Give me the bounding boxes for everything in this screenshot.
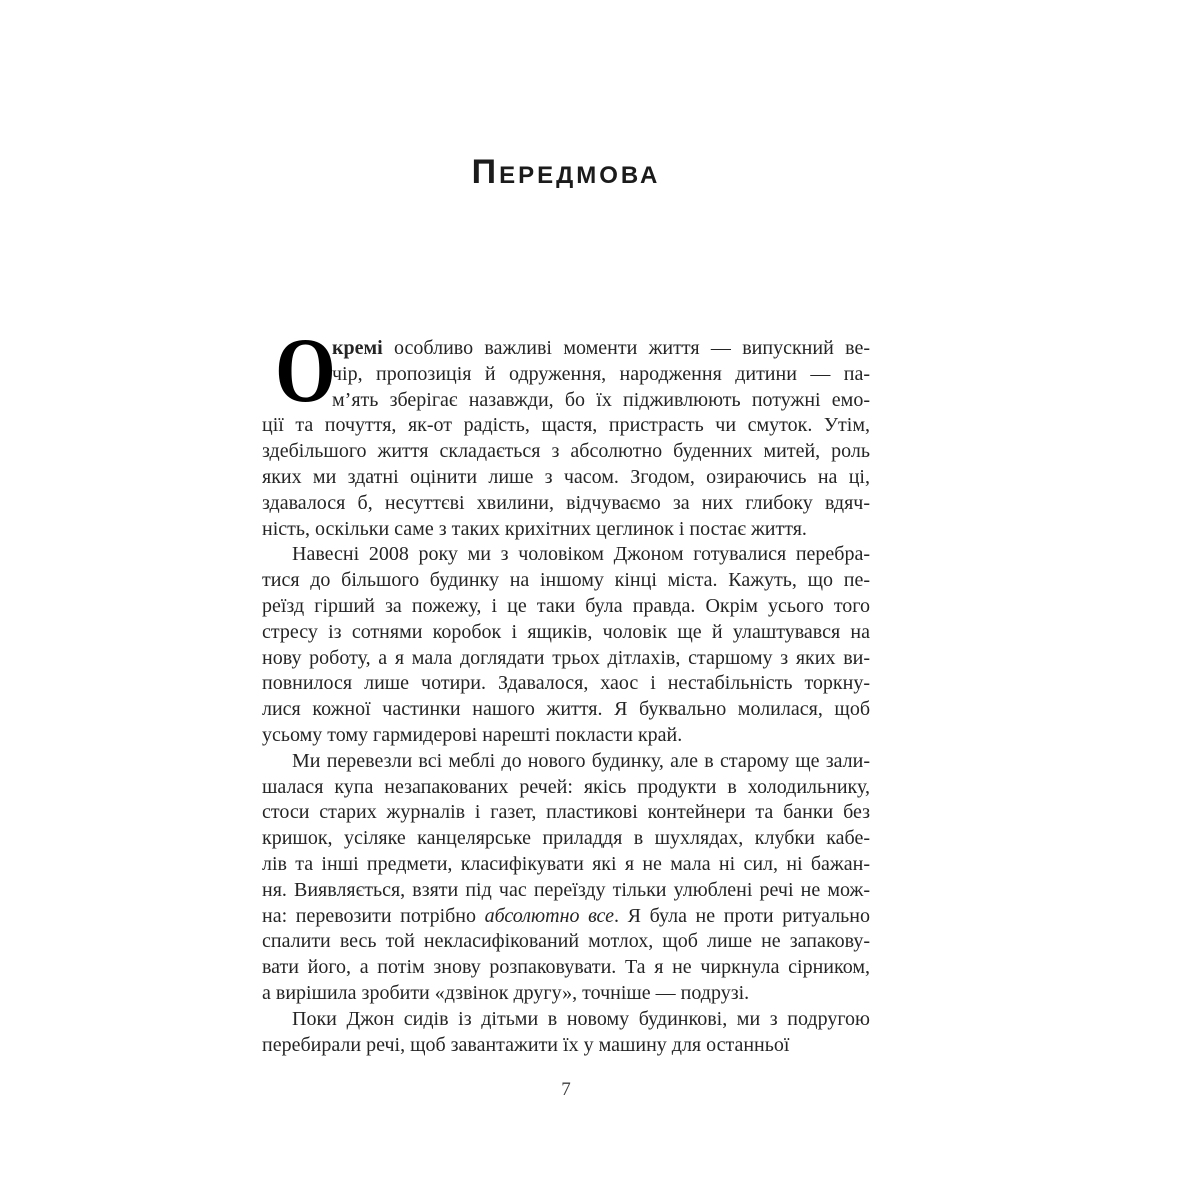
text-line: лів та інші предмети, класифікувати які я не мала ні сил, ні бажан- (262, 852, 870, 875)
text-line: тися до більшого будинку на іншому кінці міста. Кажуть, що пе- (262, 569, 870, 592)
text-line: кришок, усіляке канцелярське приладдя в шухлядах, клубки кабе- (262, 827, 870, 850)
text-line: повнилося лише чотири. Здавалося, хаос і нестабільність торкну- (262, 672, 870, 695)
chapter-title-rest: ЕРЕДМОВА (499, 162, 661, 189)
text-line: здебільшого життя складається з абсолютно буденних митей, роль (262, 440, 870, 463)
text-line: яких ми здатні оцінити лише з часом. Згодом, озираючись на ці, (262, 465, 870, 488)
text-line: нову роботу, а я мала доглядати трьох дітлахів, старшому з яких ви- (262, 646, 870, 669)
text-line: ня. Виявляється, взяти під час переїзду тільки улюблені речі не мож- (262, 878, 870, 901)
chapter-title (262, 153, 870, 192)
body-text (262, 319, 871, 1058)
text-line: усьому тому гармидерові нарешті покласти край. (262, 723, 683, 746)
text-line: перебирали речі, щоб завантажити їх у машину для останньої (262, 1033, 790, 1056)
text-lines (262, 336, 870, 1058)
drop-cap: О (275, 319, 336, 421)
text-line: стоси старих журналів і газет, пластикові контейнери та банки без (262, 801, 870, 824)
text-line: ність, оскільки саме з таких крихітних цеглинок і постає життя. (262, 517, 807, 540)
text-line: лися кожної частинки нашого життя. Я буквально молилася, щоб (262, 698, 870, 721)
text-line: Поки Джон сидів із дітьми в новому будинкові, ми з подругою (292, 1007, 870, 1030)
text-line: м’ять зберігає назавжди, бо їх підживлюють потужні емо- (332, 388, 870, 411)
page-number: 7 (561, 1079, 571, 1100)
text-line: стресу із сотнями коробок і ящиків, чоловік ще й улаштувався на (262, 620, 870, 643)
text-line: ції та почуття, як-от радість, щастя, пристрасть чи смуток. Утім, (262, 414, 870, 437)
chapter-title-initial: П (471, 153, 500, 191)
text-line: Навесні 2008 року ми з чоловіком Джоном готувалися перебра- (292, 543, 870, 566)
text-line: спалити весь той некласифікований мотлох, щоб лише не запакову- (262, 930, 870, 953)
text-line: шалася купа незапакованих речей: якісь продукти в холодильнику, (262, 775, 870, 798)
text-line: а вирішила зробити «дзвінок другу», точніше — подрузі. (262, 981, 750, 1004)
text-line: реїзд гірший за пожежу, і це таки була правда. Окрім усього того (262, 594, 870, 617)
text-line: чір, пропозиція й одруження, народження дитини — па- (332, 362, 870, 385)
text-line: Ми перевезли всі меблі до нового будинку, але в старому ще зали- (292, 749, 870, 772)
text-line: кремі особливо важливі моменти життя — випускний ве- (332, 337, 870, 359)
text-line: вати його, а потім знову розпаковувати. Та я не чиркнула сірником, (262, 956, 870, 979)
text-line: на: перевозити потрібно абсолютно все. Я була не проти ритуально (262, 904, 871, 927)
text-line: здавалося б, несуттєві хвилини, відчуваємо за них глибоку вдяч- (262, 491, 870, 514)
